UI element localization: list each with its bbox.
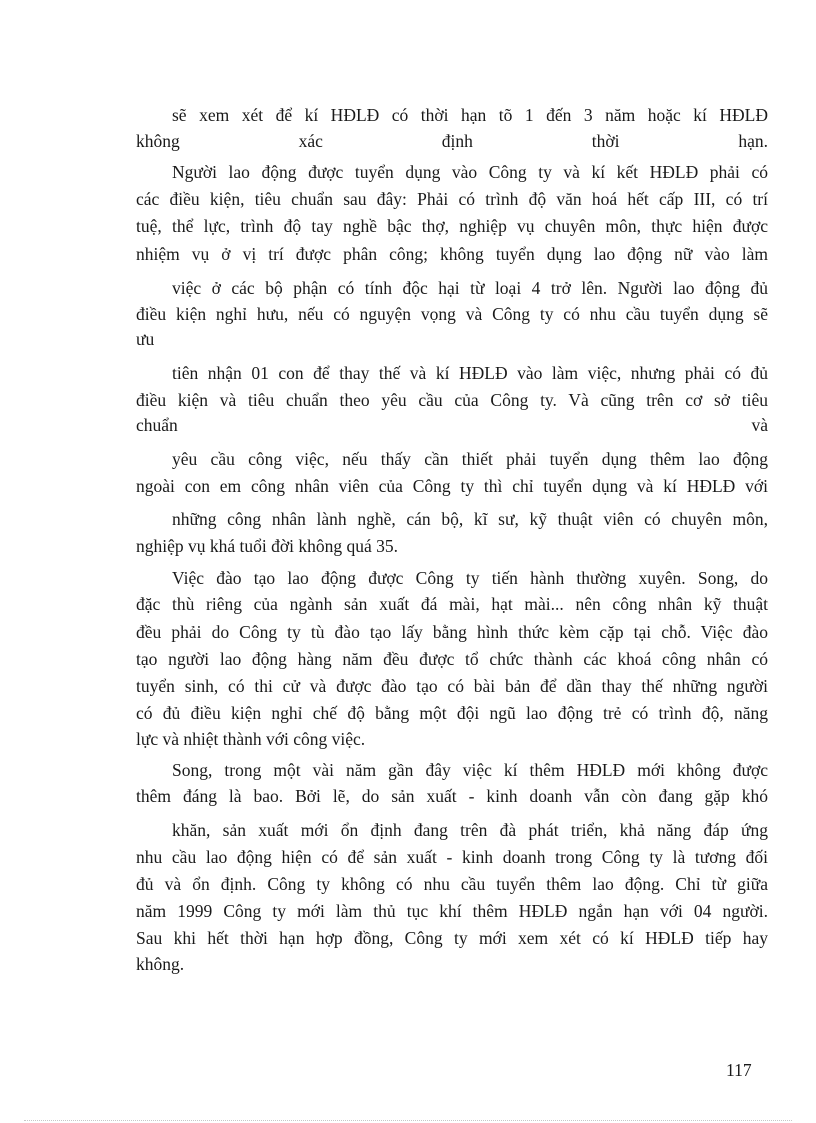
text-line: điều kiện nghỉ hưu, nếu có nguyện vọng và Công ty có nhu cầu tuyển dụng sẽ	[136, 304, 768, 324]
text-line: sẽ xem xét để kí HĐLĐ có thời hạn tõ 1 đến 3 năm hoặc kí HĐLĐ	[172, 105, 768, 125]
text-line: những công nhân lành nghề, cán bộ, kĩ sư, kỹ thuật viên có chuyên môn,	[172, 509, 768, 529]
text-line: nhu cầu lao động hiện có để sản xuất - kinh doanh trong Công ty là tương đối	[136, 847, 768, 867]
text-line: đều phải do Công ty tù đào tạo lấy bằng hình thức kèm cặp tại chỗ. Việc đào	[136, 622, 768, 642]
text-line: lực và nhiệt thành với công việc.	[136, 729, 366, 749]
text-line: ưu	[136, 329, 155, 349]
text-line: ngoài con em công nhân viên của Công ty thì chỉ tuyển dụng và kí HĐLĐ với	[136, 476, 768, 496]
text-line: đủ và ổn định. Công ty không có nhu cầu tuyển thêm lao động. Chỉ từ giữa	[136, 874, 768, 894]
text-line: tuệ, thể lực, trình độ tay nghề bậc thợ, nghiệp vụ chuyên môn, thực hiện được	[136, 216, 768, 236]
text-line: nhiệm vụ ở vị trí được phân công; không tuyển dụng lao động nữ vào làm	[136, 244, 768, 264]
text-line: điều kiện và tiêu chuẩn theo yêu cầu của Công ty. Và cũng trên cơ sở tiêu	[136, 390, 768, 410]
page-bottom-border	[24, 1120, 792, 1121]
text-line: yêu cầu công việc, nếu thấy cần thiết phải tuyển dụng thêm lao động	[172, 449, 768, 469]
text-line: đặc thù riêng của ngành sản xuất đá mài, hạt mài... nên công nhân kỹ thuật	[136, 594, 768, 614]
text-line: các điều kiện, tiêu chuẩn sau đây: Phải có trình độ văn hoá hết cấp III, có trí	[136, 189, 768, 209]
text-line: việc ở các bộ phận có tính độc hại từ loại 4 trở lên. Người lao động đủ	[172, 278, 768, 298]
text-line: khăn, sản xuất mới ổn định đang trên đà phát triển, khả năng đáp ứng	[172, 820, 768, 840]
text-line: tạo người lao động hàng năm đều được tổ chức thành các khoá công nhân có	[136, 649, 768, 669]
text-line: Song, trong một vài năm gần đây việc kí thêm HĐLĐ mới không được	[172, 760, 768, 780]
text-line: có đủ điều kiện nghỉ chế độ bằng một đội ngũ lao động trẻ có trình độ, năng	[136, 703, 768, 723]
text-line: thêm đáng là bao. Bởi lẽ, do sản xuất - kinh doanh vẫn còn đang gặp khó	[136, 786, 768, 806]
text-line: chuẩn và	[136, 415, 768, 435]
text-line: Sau khi hết thời hạn hợp đồng, Công ty mới xem xét có kí HĐLĐ tiếp hay	[136, 928, 768, 948]
text-line: Người lao động được tuyển dụng vào Công ty và kí kết HĐLĐ phải có	[172, 162, 768, 182]
text-line: nghiệp vụ khá tuổi đời không quá 35.	[136, 536, 399, 556]
text-line: tiên nhận 01 con để thay thế và kí HĐLĐ vào làm việc, nhưng phải có đủ	[172, 363, 768, 383]
text-line: Việc đào tạo lao động được Công ty tiến hành thường xuyên. Song, do	[172, 568, 768, 588]
text-line: không.	[136, 954, 185, 974]
text-line: năm 1999 Công ty mới làm thủ tục khí thêm HĐLĐ ngắn hạn với 04 người.	[136, 901, 768, 921]
text-line: không xác định thời hạn.	[136, 131, 768, 151]
text-line: tuyển sinh, có thi cử và được đào tạo có bài bản để dần thay thế những người	[136, 676, 768, 696]
page-number: 117	[726, 1060, 752, 1080]
